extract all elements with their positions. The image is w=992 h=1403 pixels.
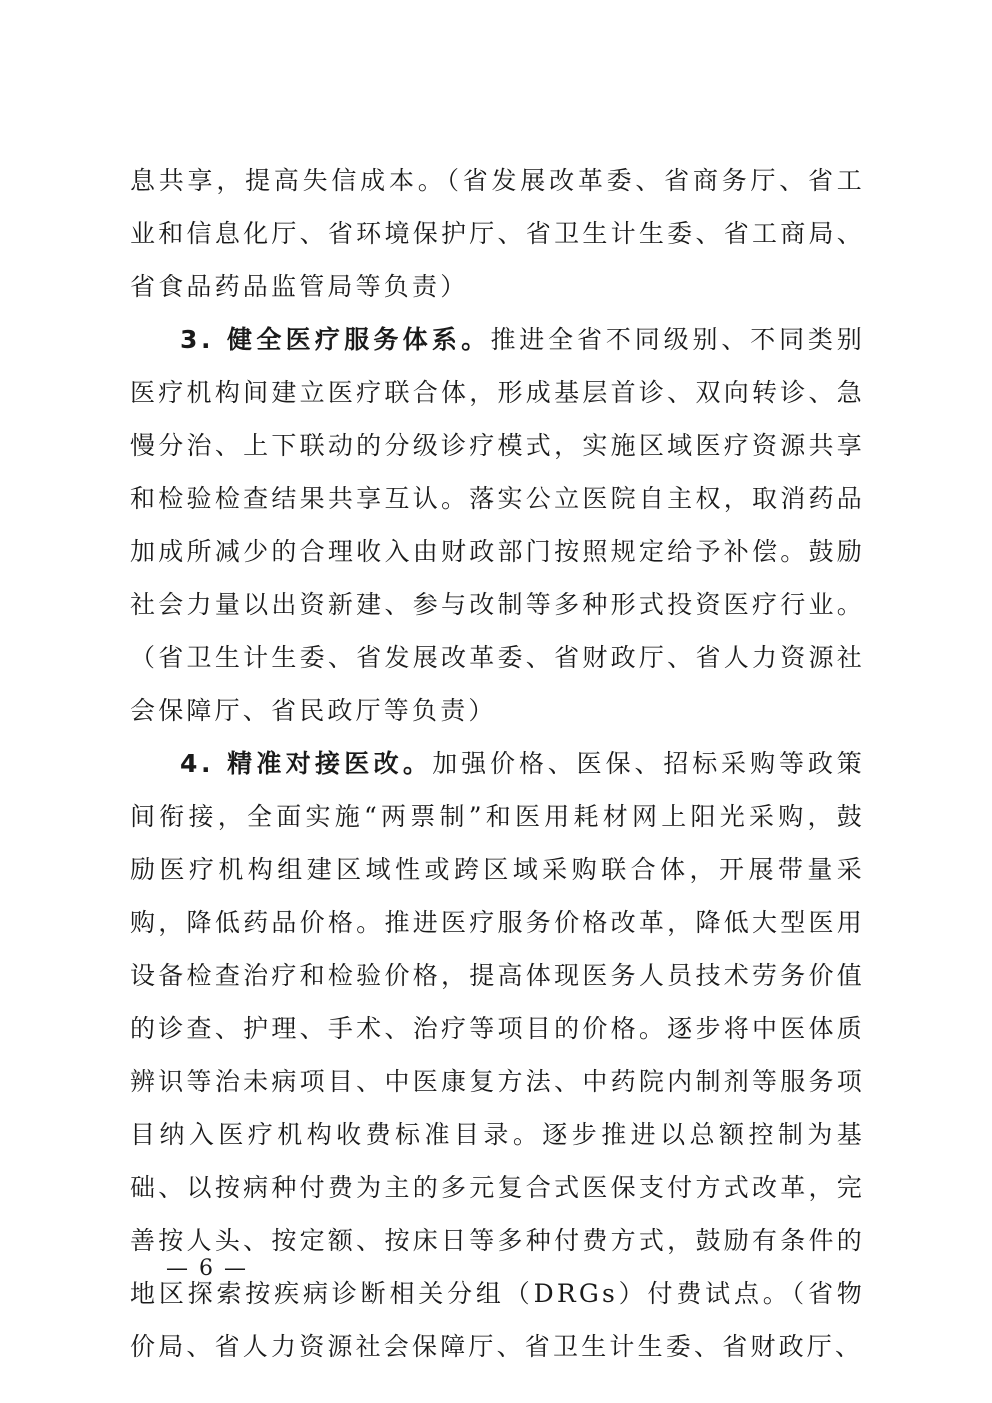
paragraph-text: 加强价格、医保、招标采购等政策间衔接，全面实施“两票制”和医用耗材网上阳光采购，鼓励医疗机构组建区域性或跨区域采购联合体，开展带量采购，降低药品价格。推进医疗服务价格改革，降低大型医用设备检查治疗和检验价格，提高体现医务人员技术劳务价值的诊查、护理、手术、治疗等项目的价格。逐步将中医体质辨识等治未病项目、中医康复方法、中药院内制剂等服务项目纳入医疗机构收费标准目录。逐步推进以总额控制为基础、以按病种付费为主的多元复合式医保支付方式改革，完善按人头、按定额、按床日等多种付费方式，鼓励有条件的地区探索按疾病诊断相关分组（DRGs）付费试点。（省物价局、省人力资源社会保障厅、省卫生计生委、省财政厅、 [130,749,865,1361]
paragraph-item-3 [130,313,865,737]
paragraph-text: 推进全省不同级别、不同类别医疗机构间建立医疗联合体，形成基层首诊、双向转诊、急慢分治、上下联动的分级诊疗模式，实施区域医疗资源共享和检验检查结果共享互认。落实公立医院自主权，取消药品加成所减少的合理收入由财政部门按照规定给予补偿。鼓励社会力量以出资新建、参与改制等多种形式投资医疗行业。（省卫生计生委、省发展改革委、省财政厅、省人力资源社会保障厅、省民政厅等负责） [130,325,865,725]
section-heading: 4. 精准对接医改。 [180,749,433,778]
paragraph-text: 息共享，提高失信成本。（省发展改革委、省商务厅、省工业和信息化厅、省环境保护厅、省卫生计生委、省工商局、省食品药品监管局等负责） [130,166,865,301]
document-body [130,154,865,1373]
page-number: — 6 — [166,1256,248,1281]
paragraph-continuation [130,154,865,313]
section-heading: 3. 健全医疗服务体系。 [180,325,491,354]
